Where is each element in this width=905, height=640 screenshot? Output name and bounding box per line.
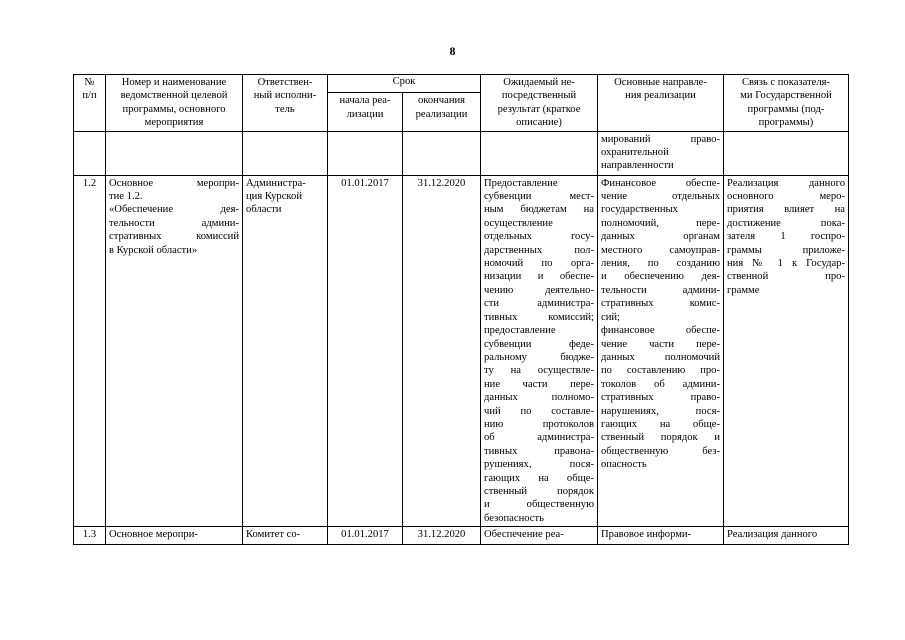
- program-table: [73, 74, 849, 545]
- table-row: [74, 131, 849, 175]
- table-row: [74, 175, 849, 527]
- row-num: [74, 131, 106, 175]
- row-end: 31.12.2020: [403, 175, 481, 527]
- header-end: окончания реализации: [403, 93, 481, 131]
- row-result: Предоставление субвенции мест- ным бюджетам на осуществление отдельных госу- дарственных пол- номочий по орга- низации и обеспе- чению деятельно- сти администра- тивных комиссий; предоставление субвенции феде- ральному бюдже- ту на осуществле- ние части пере- данных полномо- чий по составле- нию протоколов об администра- тивных правона- рушениях, пося- гающих на обще- ственный порядок и общественную безопасность: [481, 175, 598, 527]
- header-num: № п/п: [74, 75, 106, 132]
- header-row-1: [74, 75, 849, 93]
- header-start: начала реа- лизации: [328, 93, 403, 131]
- row-responsible: Комитет со-: [243, 527, 328, 545]
- header-link: Связь с показателя- ми Государственной программы (под- программы): [724, 75, 849, 132]
- row-name: Основное меропри- тие 1.2. «Обеспечение дея- тельности админи- стративных комиссий в Курской области»: [106, 175, 243, 527]
- row-directions: мирований право- охранительной направленности: [598, 131, 724, 175]
- row-start: [328, 131, 403, 175]
- row-start: 01.01.2017: [328, 175, 403, 527]
- row-name: [106, 131, 243, 175]
- row-num: 1.2: [74, 175, 106, 527]
- header-responsible: Ответствен- ный исполни- тель: [243, 75, 328, 132]
- row-responsible: Администра- ция Курской области: [243, 175, 328, 527]
- row-directions: Правовое информи-: [598, 527, 724, 545]
- row-num: 1.3: [74, 527, 106, 545]
- row-result: [481, 131, 598, 175]
- header-term: Срок: [328, 75, 481, 93]
- header-directions: Основные направле- ния реализации: [598, 75, 724, 132]
- row-end: 31.12.2020: [403, 527, 481, 545]
- row-result: Обеспечение реа-: [481, 527, 598, 545]
- header-name: Номер и наименование ведомственной целевой программы, основного мероприятия: [106, 75, 243, 132]
- row-link: Реализация данного основного меро- приятия влияет на достижение пока- зателя 1 госпро- граммы приложе- ния № 1 к Государ- ственной про- грамме: [724, 175, 849, 527]
- row-end: [403, 131, 481, 175]
- row-directions: Финансовое обеспе- чение отдельных государственных полномочий, пере- данных органам местного самоуправ- ления, по созданию и обеспечению дея- тельности админи- стративных комис- сий; финансовое обеспе- чение части пере- данных полномочий по составлению про- токолов об админи- стративных право- нарушениях, пося- гающих на обще- ственный порядок и общественную без- опасность: [598, 175, 724, 527]
- table-row: [74, 527, 849, 545]
- header-result: Ожидаемый не- посредственный результат (краткое описание): [481, 75, 598, 132]
- row-start: 01.01.2017: [328, 527, 403, 545]
- page-number: 8: [449, 44, 456, 58]
- row-link: Реализация данного: [724, 527, 849, 545]
- row-link: [724, 131, 849, 175]
- row-responsible: [243, 131, 328, 175]
- row-name: Основное меропри-: [106, 527, 243, 545]
